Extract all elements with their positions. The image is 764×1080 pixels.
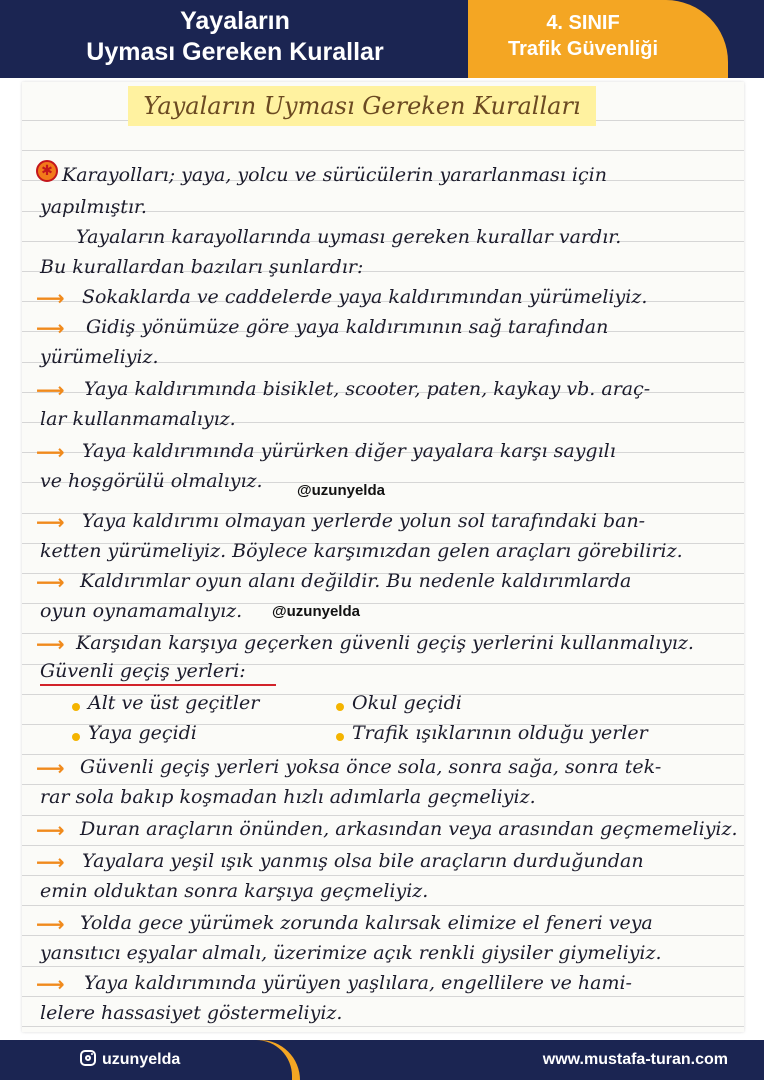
note-line: yapılmıştır. [40, 196, 147, 218]
arrow-right-icon: ⟶ [36, 756, 65, 780]
watermark: @uzunyelda [272, 603, 360, 620]
note-line: Yaya kaldırımında yürüyen yaşlılara, engellilere ve hami- [84, 972, 632, 994]
star-bullet-icon: ✱ [36, 160, 58, 182]
arrow-right-icon: ⟶ [36, 510, 65, 534]
note-line: Karayolları; yaya, yolcu ve sürücülerin yararlanması için [62, 164, 607, 186]
website-link[interactable]: www.mustafa-turan.com [542, 1051, 728, 1068]
note-line: lelere hassasiyet göstermeliyiz. [40, 1002, 343, 1024]
subheading: Güvenli geçiş yerleri: [40, 660, 246, 682]
dot-bullet-icon [336, 703, 344, 711]
note-line: Duran araçların önünden, arkasından veya arasından geçmemeliyiz. [80, 818, 738, 840]
note-line: yürümeliyiz. [40, 346, 159, 368]
note-line: Yaya kaldırımında bisiklet, scooter, paten, kaykay vb. araç- [84, 378, 651, 400]
crossing-place: Yaya geçidi [88, 722, 197, 744]
note-line: rar sola bakıp koşmadan hızlı adımlarla geçmeliyiz. [40, 786, 536, 808]
note-line: Yaya kaldırımı olmayan yerlerde yolun sol tarafındaki ban- [82, 510, 646, 532]
title-line-2: Uyması Gereken Kurallar [86, 38, 384, 66]
crossing-place: Alt ve üst geçitler [88, 692, 260, 714]
instagram-handle[interactable]: uzunyelda [102, 1051, 181, 1068]
title-line-1: Yayaların [180, 7, 290, 35]
note-line: Yolda gece yürümek zorunda kalırsak elimize el feneri veya [80, 912, 653, 934]
note-line: Sokaklarda ve caddelerde yaya kaldırımından yürümeliyiz. [82, 286, 648, 308]
arrow-right-icon: ⟶ [36, 440, 65, 464]
crossing-place: Trafik ışıklarının olduğu yerler [352, 722, 648, 744]
dot-bullet-icon [336, 733, 344, 741]
arrow-right-icon: ⟶ [36, 912, 65, 936]
note-line: Kaldırımlar oyun alanı değildir. Bu nedenle kaldırımlarda [80, 570, 632, 592]
note-line: oyun oynamamalıyız. [40, 600, 243, 622]
dot-bullet-icon [72, 733, 80, 741]
note-line: yansıtıcı eşyalar almalı, üzerimize açık renkli giysiler giymeliyiz. [40, 942, 662, 964]
note-line: Gidiş yönümüze göre yaya kaldırımının sağ tarafından [86, 316, 609, 338]
arrow-right-icon: ⟶ [36, 632, 65, 656]
note-line: lar kullanmamalıyız. [40, 408, 236, 430]
arrow-right-icon: ⟶ [36, 850, 65, 874]
arrow-right-icon: ⟶ [36, 972, 65, 996]
arrow-right-icon: ⟶ [36, 286, 65, 310]
note-line: Yayaların karayollarında uyması gereken kurallar vardır. [76, 226, 622, 248]
grade-label [468, 10, 698, 62]
arrow-right-icon: ⟶ [36, 316, 65, 340]
note-line: ve hoşgörülü olmalıyız. [40, 470, 263, 492]
note-line: Karşıdan karşıya geçerken güvenli geçiş yerlerini kullanmalıyız. [76, 632, 694, 654]
instagram-icon [80, 1050, 96, 1066]
note-line: Yayalara yeşil ışık yanmış olsa bile araçların durduğundan [82, 850, 644, 872]
dot-bullet-icon [72, 703, 80, 711]
page-title [0, 6, 470, 68]
watermark: @uzunyelda [297, 482, 385, 499]
note-line: ketten yürümeliyiz. Böylece karşımızdan gelen araçları görebiliriz. [40, 540, 683, 562]
crossing-place: Okul geçidi [352, 692, 462, 714]
note-line: emin olduktan sonra karşıya geçmeliyiz. [40, 880, 429, 902]
arrow-right-icon: ⟶ [36, 818, 65, 842]
grade: 4. SINIF [546, 12, 620, 34]
subject: Trafik Güvenliği [507, 38, 659, 60]
subheading-underline [40, 684, 276, 686]
note-line: Yaya kaldırımında yürürken diğer yayalara karşı saygılı [82, 440, 616, 462]
note-line: Güvenli geçiş yerleri yoksa önce sola, sonra sağa, sonra tek- [80, 756, 662, 778]
note-line: Bu kurallardan bazıları şunlardır: [40, 256, 364, 278]
arrow-right-icon: ⟶ [36, 570, 65, 594]
notebook-title: Yayaların Uyması Gereken Kuralları [128, 86, 596, 126]
rule-line [22, 150, 744, 151]
arrow-right-icon: ⟶ [36, 378, 65, 402]
